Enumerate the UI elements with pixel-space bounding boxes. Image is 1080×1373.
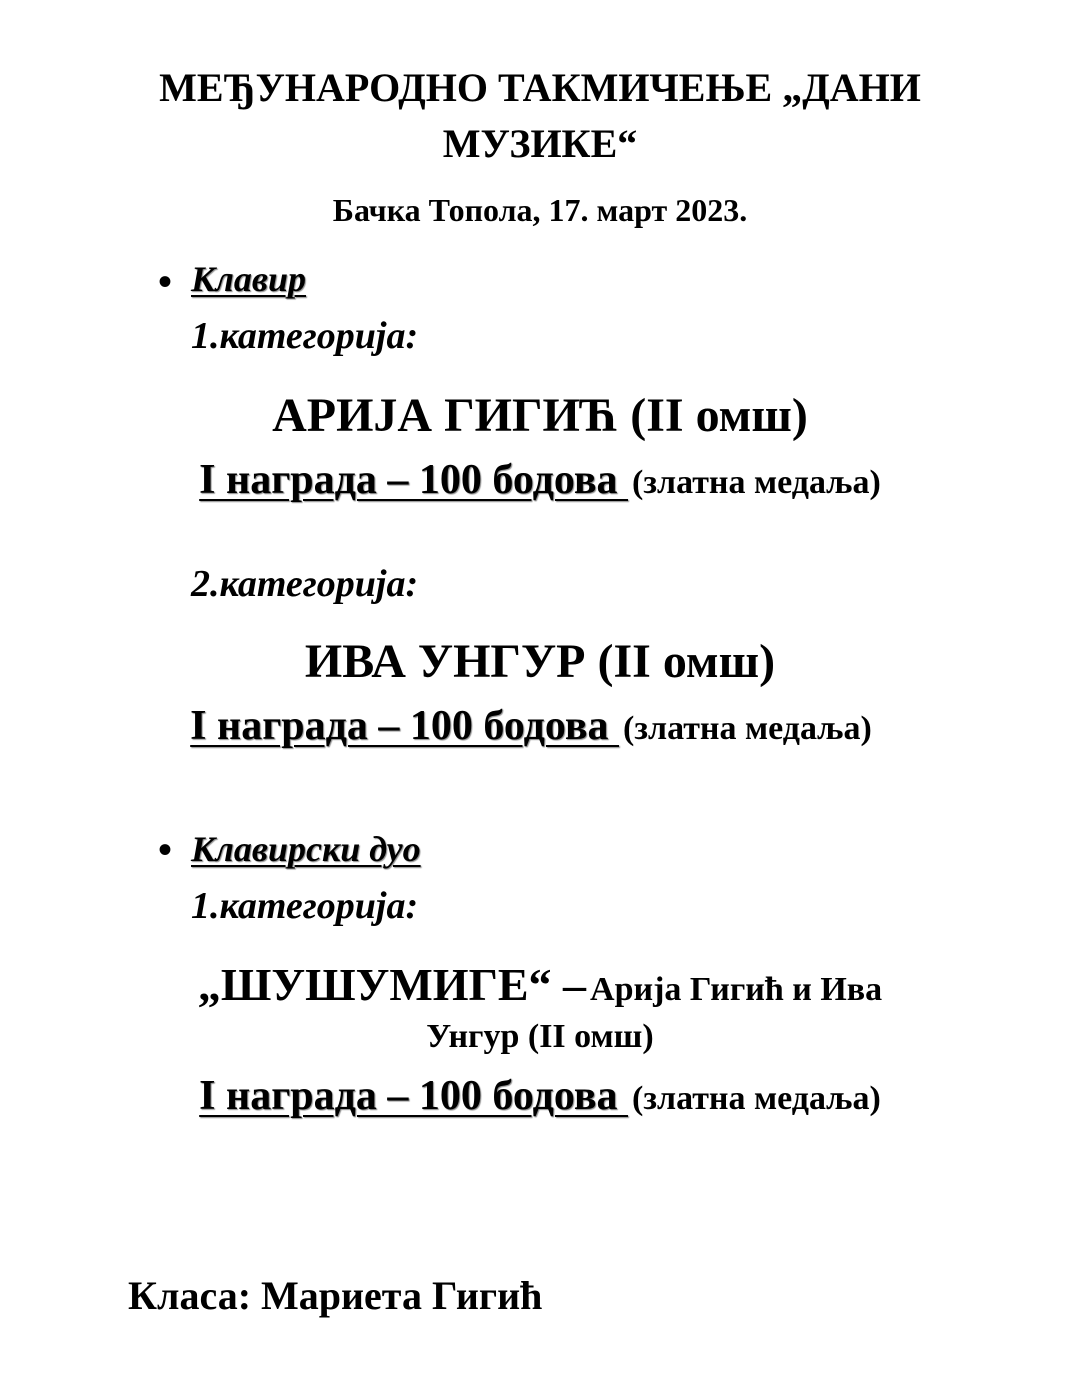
award-prize: I награда – 100 бодова [199,457,629,503]
section-heading-piano-duo: Клавирски дуо [191,829,421,869]
award-prize: I награда – 100 бодова [190,703,620,749]
bullet-dot: • [158,827,173,872]
group-members: Арија Гигић и Ива [590,971,883,1008]
category-label: 2.категорија: [191,563,419,605]
title-line-1: МЕЂУНАРОДНО ТАКМИЧЕЊЕ „ДАНИ [159,65,921,110]
award-line [0,456,1080,504]
section-heading-piano: Клавир [191,259,306,299]
award-medal: (златна медаља) [632,1080,881,1117]
document-subtitle: Бачка Топола, 17. март 2023. [332,192,748,228]
group-name: „ШУШУМИГЕ“ – [197,959,587,1010]
award-medal: (златна медаља) [623,710,872,747]
award-medal: (златна медаља) [632,464,881,501]
bullet-dot: • [158,259,173,304]
participant-name: АРИЈА ГИГИЋ (II омш) [272,389,808,442]
category-label: 1.категорија: [191,885,419,927]
award-prize: I награда – 100 бодова [199,1073,629,1119]
group-line-1 [0,958,1080,1011]
group-line-2: Унгур (II омш) [426,1018,654,1055]
category-label: 1.категорија: [191,315,419,357]
title-line-2: МУЗИКЕ“ [442,121,638,166]
participant-name: ИВА УНГУР (II омш) [304,635,776,688]
document-title [0,60,1080,172]
award-line [0,702,1062,750]
class-teacher: Класа: Мариета Гигић [128,1273,543,1318]
award-line [0,1072,1080,1120]
